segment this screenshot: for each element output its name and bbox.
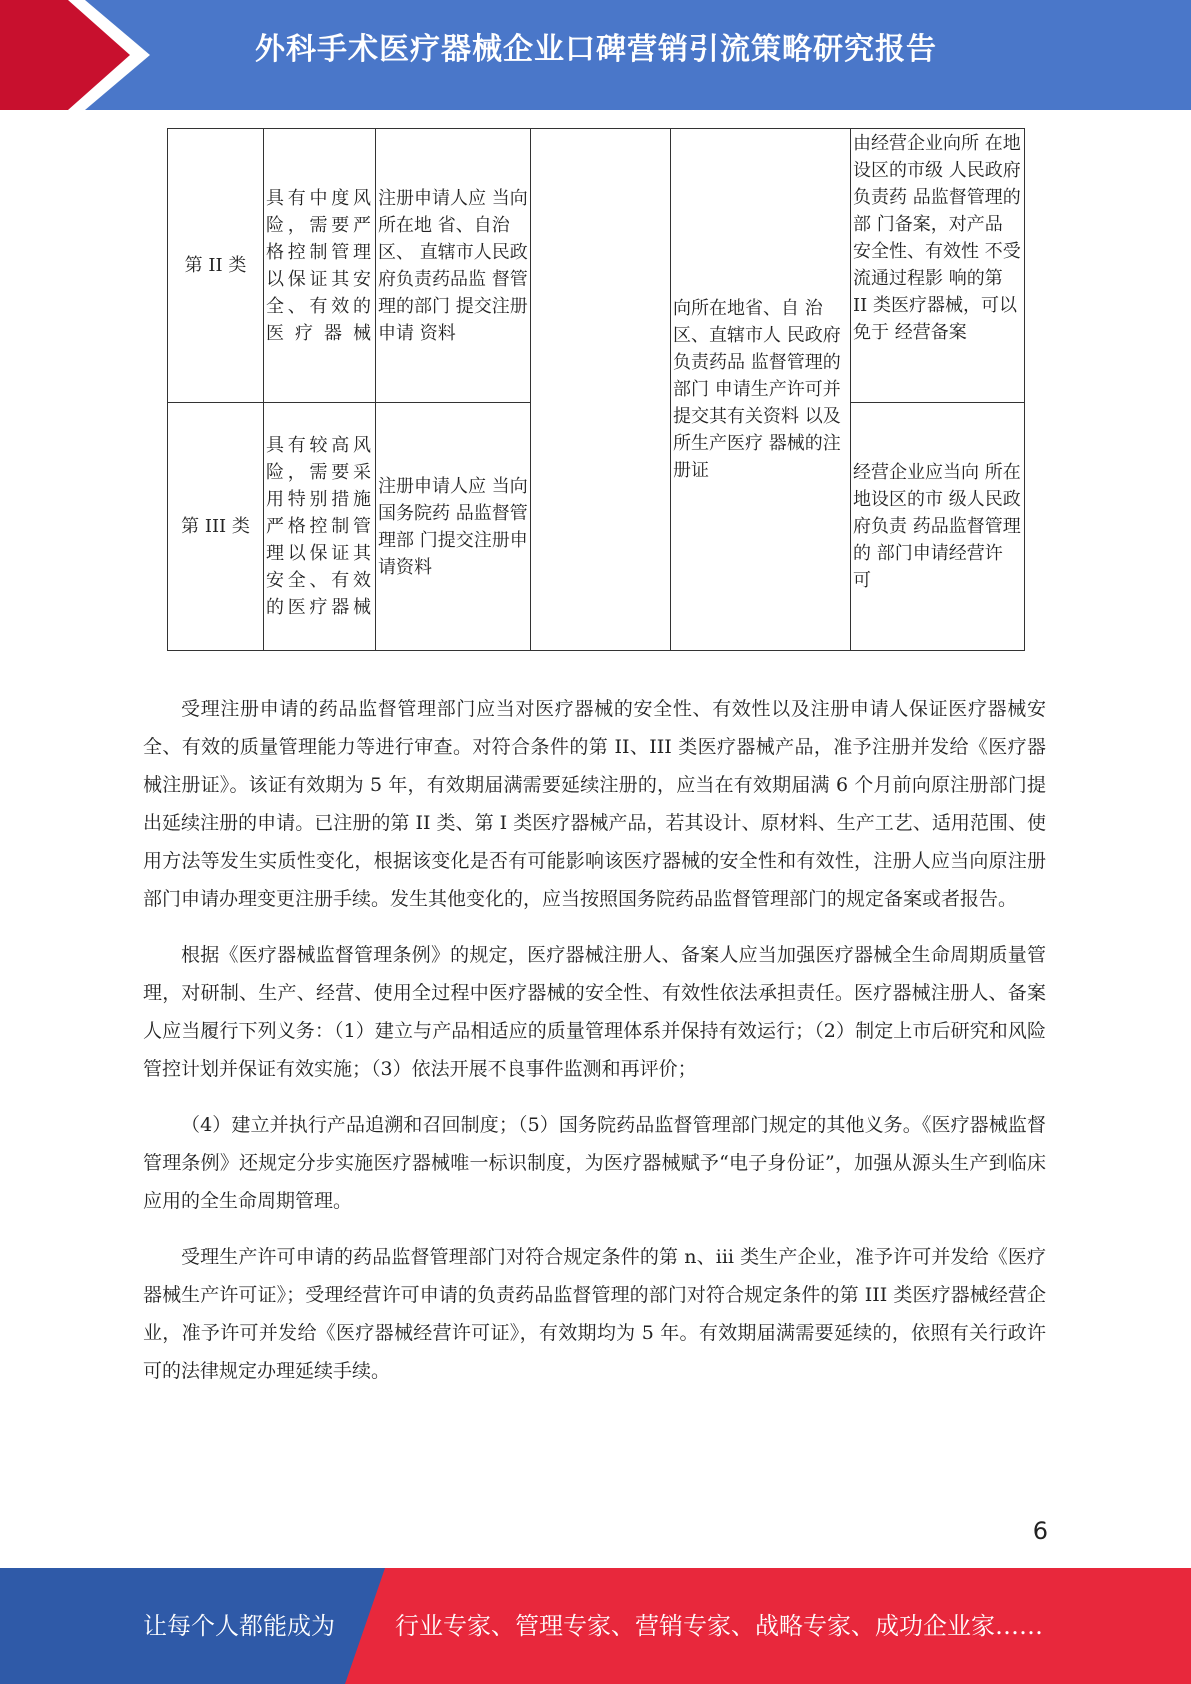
category-cell: 第 II 类 <box>168 129 264 403</box>
device-classification-table <box>167 128 1025 651</box>
production-cell: 向所在地省、自 治区、直辖市人 民政府负责药品 监督管理的部门 申请生产许可并 提交其有关资料 以及所生产医疗 器械的注册证 <box>671 129 851 651</box>
page-number: 6 <box>1032 1517 1048 1545</box>
paragraph: 受理生产许可申请的药品监督管理部门对符合规定条件的第 n、iii 类生产企业，准予许可并发给《医疗器械生产许可证》；受理经营许可申请的负责药品监督管理的部门对符合规定条件的第 III 类医疗器械经营企业，准予许可并发给《医疗器械经营许可证》，有效期均为 5 年。有效期届满需要延续的，依照有关行政许可的法律规定办理延续手续。 <box>143 1246 1046 1382</box>
body-text <box>143 690 1046 1408</box>
page-footer <box>0 1568 1191 1684</box>
business-cell: 由经营企业向所 在地设区的市级 人民政府负责药 品监督管理的部 门备案，对产品 安全性、有效性 不受流通过程影 响的第 II 类医疗器械，可以免于 经营备案 <box>851 129 1025 403</box>
registration-cell: 注册申请人应 当向国务院药 品监督管理部 门提交注册申 请资料 <box>376 403 531 651</box>
registration-cell: 注册申请人应 当向所在地 省、自治区、 直辖市人民政 府负责药品监 督管理的部门 提交注册申请 资料 <box>376 129 531 403</box>
paragraph: 根据《医疗器械监督管理条例》的规定，医疗器械注册人、备案人应当加强医疗器械全生命周期质量管理，对研制、生产、经营、使用全过程中医疗器械的安全性、有效性依法承担责任。医疗器械注册人、备案人应当履行下列义务：（1）建立与产品相适应的质量管理体系并保持有效运行；（2）制定上市后研究和风险管控计划并保证有效实施；（3）依法开展不良事件监测和再评价； <box>143 944 1046 1080</box>
footer-slogan-left: 让每个人都能成为 <box>143 1612 335 1640</box>
risk-cell: 具有中度风险，需要严格控制管理以保证其安全、有效的医疗器械 <box>264 129 376 403</box>
header-arrow-decoration <box>0 0 150 110</box>
empty-cell <box>531 129 671 651</box>
paragraph: （4）建立并执行产品追溯和召回制度；（5）国务院药品监督管理部门规定的其他义务。《医疗器械监督管理条例》还规定分步实施医疗器械唯一标识制度，为医疗器械赋予“电子身份证”，加强从源头生产到临床应用的全生命周期管理。 <box>143 1114 1046 1212</box>
page-header <box>0 0 1191 110</box>
footer-slogan-right: 行业专家、管理专家、营销专家、战略专家、成功企业家…… <box>395 1612 1043 1640</box>
risk-cell: 具有较高风险，需要采用特别措施严格控制管理以保证其安全、有效的医疗器械 <box>264 403 376 651</box>
paragraph: 受理注册申请的药品监督管理部门应当对医疗器械的安全性、有效性以及注册申请人保证医疗器械安全、有效的质量管理能力等进行审查。对符合条件的第 II、III 类医疗器械产品，准予注册并发给《医疗器械注册证》。该证有效期为 5 年，有效期届满需要延续注册的，应当在有效期届满 6 个月前向原注册部门提出延续注册的申请。已注册的第 II 类、第 I 类医疗器械产品，若其设计、原材料、生产工艺、适用范围、使用方法等发生实质性变化，根据该变化是否有可能影响该医疗器械的安全性和有效性，注册人应当向原注册部门申请办理变更注册手续。发生其他变化的，应当按照国务院药品监督管理部门的规定备案或者报告。 <box>143 698 1046 910</box>
table-row <box>168 129 1025 403</box>
category-cell: 第 III 类 <box>168 403 264 651</box>
report-title: 外科手术医疗器械企业口碑营销引流策略研究报告 <box>255 32 937 67</box>
business-cell: 经营企业应当向 所在地设区的市 级人民政府负责 药品监督管理的 部门申请经营许 可 <box>851 403 1025 651</box>
